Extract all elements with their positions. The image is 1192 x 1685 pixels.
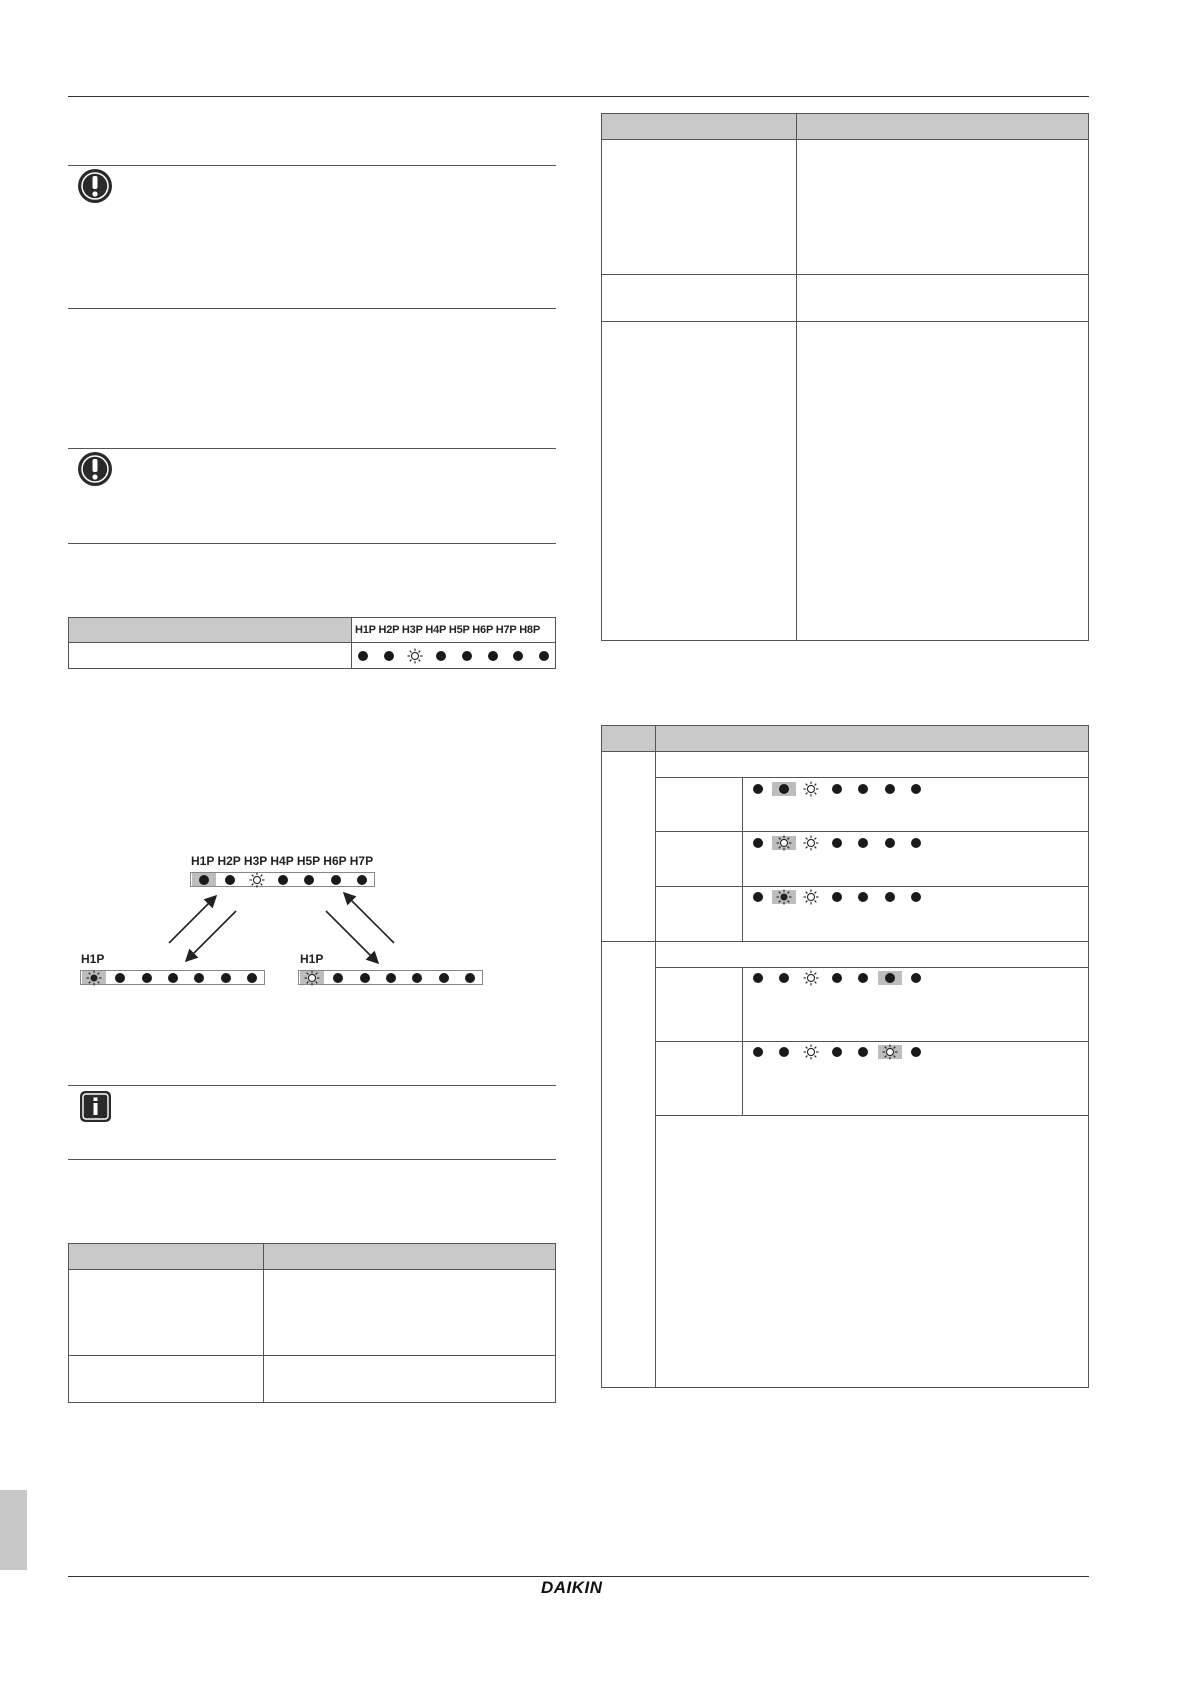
small-table-header-right (263, 1243, 556, 1270)
settings-subheader-rule (655, 777, 1089, 778)
led-off-icon (858, 1047, 868, 1057)
right-table-header-left (601, 113, 797, 140)
right-table-cell (601, 139, 797, 275)
settings-inner-col (742, 777, 743, 941)
led-blink-icon (882, 1044, 898, 1065)
led-off-icon (911, 973, 921, 983)
diagram-top-header: H1P H2P H3P H4P H5P H6P H7P (191, 854, 374, 868)
led-off-icon (911, 892, 921, 902)
settings-led-row (748, 971, 938, 985)
led-off-icon (779, 973, 789, 983)
side-tab (0, 1490, 27, 1570)
led-off-icon (832, 973, 842, 983)
info-icon (79, 1090, 112, 1123)
led-blink-icon (803, 1044, 819, 1065)
settings-group-separator (601, 941, 1089, 942)
led-off-icon (911, 838, 921, 848)
led-blink-icon (803, 835, 819, 856)
led-off-icon (832, 784, 842, 794)
led-off-icon (858, 973, 868, 983)
led-off-icon (911, 1047, 921, 1057)
led-off-icon (753, 838, 763, 848)
settings-row-rule (655, 1041, 1089, 1042)
settings-subheader-rule (655, 967, 1089, 968)
settings-table-header-right (655, 725, 1089, 752)
settings-table-header-left (601, 725, 656, 752)
right-table-cell (601, 274, 797, 322)
led-off-icon (885, 784, 895, 794)
led-off-icon (858, 838, 868, 848)
led-blink-icon (803, 781, 819, 802)
small-table-cell (263, 1269, 556, 1356)
right-table-cell (601, 321, 797, 641)
led-on-icon (885, 973, 895, 983)
small-table-header-left (68, 1243, 264, 1270)
led-off-icon (858, 784, 868, 794)
small-table-cell (263, 1355, 556, 1403)
led-off-icon (753, 892, 763, 902)
led-off-icon (885, 838, 895, 848)
diagram-right-label: H1P (300, 952, 324, 966)
settings-led-row (748, 782, 938, 796)
led-off-icon (832, 838, 842, 848)
led-blink-icon (776, 835, 792, 856)
right-table-cell (796, 274, 1089, 322)
small-table-cell (68, 1355, 264, 1403)
led-off-icon (832, 1047, 842, 1057)
note-rule (68, 1159, 556, 1160)
led-fast-blink-icon (776, 889, 792, 910)
led-off-icon (885, 892, 895, 902)
settings-led-row (748, 890, 938, 904)
led-column-headers: H1P H2P H3P H4P H5P H6P H7P H8P (355, 624, 540, 636)
led-off-icon (753, 1047, 763, 1057)
led-off-icon (753, 784, 763, 794)
settings-row-rule (655, 886, 1089, 887)
diagram-left-label: H1P (81, 952, 105, 966)
settings-col-separator (655, 751, 656, 1388)
settings-row-rule (655, 831, 1089, 832)
settings-row-rule (655, 1115, 1089, 1116)
led-off-icon (753, 973, 763, 983)
footer-rule (68, 1576, 1089, 1577)
led-off-icon (858, 892, 868, 902)
right-table-cell (796, 139, 1089, 275)
settings-led-row (748, 1045, 938, 1059)
led-blink-icon (803, 970, 819, 991)
led-off-icon (911, 784, 921, 794)
right-table-header-right (796, 113, 1089, 140)
note-rule (68, 1085, 556, 1086)
right-table-cell (796, 321, 1089, 641)
led-blink-icon (803, 889, 819, 910)
led-off-icon (832, 892, 842, 902)
diagram-arrows (0, 0, 600, 1000)
led-off-icon (779, 1047, 789, 1057)
small-table-cell (68, 1269, 264, 1356)
settings-led-row (748, 836, 938, 850)
daikin-logo: DAIKIN (541, 1578, 603, 1597)
